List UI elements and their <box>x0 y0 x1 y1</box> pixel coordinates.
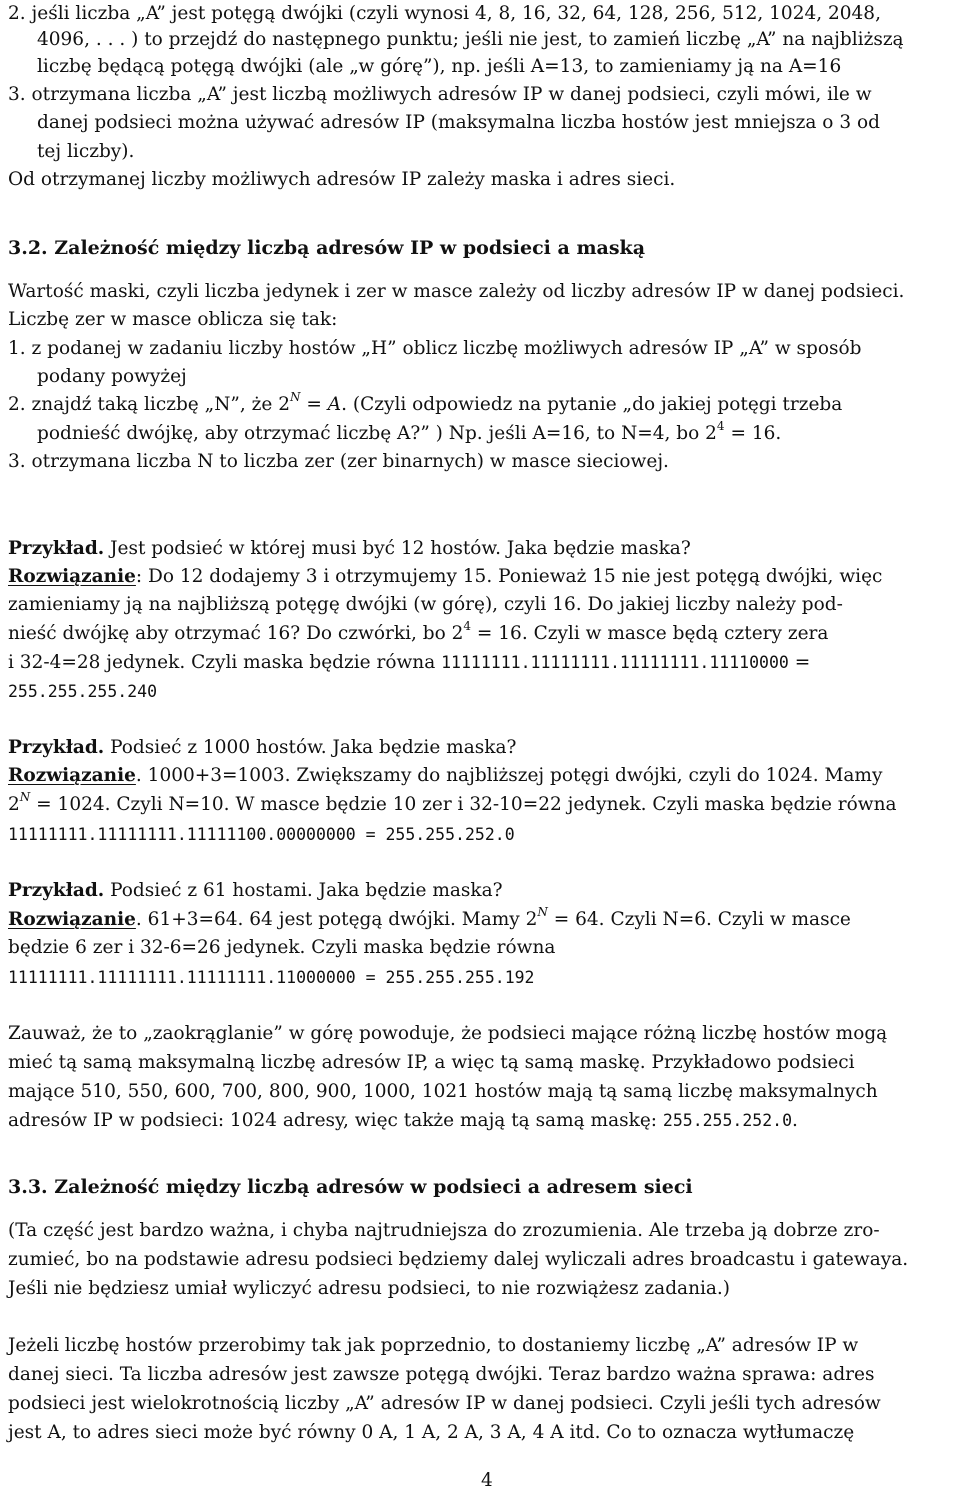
section33-p1-line2: zumieć, bo na podstawie adresu podsieci będziemy dalej wyliczali adres broadcastu i gatewaya. <box>8 1249 909 1270</box>
note-line2: mieć tą samą maksymalną liczbę adresów IP, a więc tą samą maskę. Przykładowo podsieci <box>8 1052 855 1073</box>
example3-solution-line1: Rozwiązanie. 61+3=64. 64 jest potęgą dwójki. Mamy $2^N = 64$. Czyli N=6. Czyli w masce <box>8 904 851 930</box>
solution-label: Rozwiązanie <box>8 909 136 930</box>
mask-binary: 11111111.11111111.11111111.11110000 <box>441 653 789 672</box>
step2-line2: podnieść dwójkę, aby otrzymać liczbę A?” ) Np. jeśli A=16, to N=4, bo $2^4 = 16$. <box>37 418 782 444</box>
note-line4: adresów IP w podsieci: 1024 adresy, więc także mają tą samą maskę: 255.255.252.0. <box>8 1110 798 1131</box>
example2-question-line: Przykład. Podsieć z 1000 hostów. Jaka będzie maska? <box>8 737 517 758</box>
intro-item3-line3: tej liczby). <box>37 141 135 162</box>
example-label: Przykład. <box>8 737 105 758</box>
example1-solution-line1: Rozwiązanie: Do 12 dodajemy 3 i otrzymujemy 15. Ponieważ 15 nie jest potęgą dwójki, więc <box>8 566 883 587</box>
intro-item3-line2: danej podsieci można używać adresów IP (maksymalna liczba hostów jest mniejsza o 3 od <box>37 112 880 133</box>
section33-p2-line2: danej sieci. Ta liczba adresów jest zawsze potęgą dwójki. Teraz bardzo ważna sprawa: adres <box>8 1364 875 1385</box>
example2-solution-line2: $2^N = 1024$. Czyli N=10. W masce będzie 10 zer i 32-10=22 jedynek. Czyli maska będzie równa <box>8 789 897 815</box>
step1-line2: podany powyżej <box>37 366 187 387</box>
solution-label: Rozwiązanie <box>8 566 136 587</box>
note-line1: Zauważ, że to „zaokrąglanie” w górę powoduje, że podsieci mające różną liczbę hostów mogą <box>8 1023 888 1044</box>
section32-p1-line1: Wartość maski, czyli liczba jedynek i zer w masce zależy od liczby adresów IP w danej podsieci. <box>8 281 905 302</box>
example1-solution-line3: nieść dwójkę aby otrzymać 16? Do czwórki, bo $2^4 = 16$. Czyli w masce będą cztery zera <box>8 618 829 644</box>
page-number: 4 <box>481 1470 493 1491</box>
example3-mask: 11111111.11111111.11111111.11000000 = 255.255.255.192 <box>8 968 535 987</box>
step1-line1: 1. z podanej w zadaniu liczby hostów „H” oblicz liczbę możliwych adresów IP „A” w sposób <box>8 338 862 359</box>
example-label: Przykład. <box>8 538 105 559</box>
example3-question-line: Przykład. Podsieć z 61 hostami. Jaka będzie maska? <box>8 880 503 901</box>
section33-p1-line3: Jeśli nie będziesz umiał wyliczyć adresu podsieci, to nie rozwiążesz zadania.) <box>8 1278 731 1299</box>
example2-mask: 11111111.11111111.11111100.00000000 = 255.255.252.0 <box>8 825 515 844</box>
section32-p1-line2: Liczbę zer w masce oblicza się tak: <box>8 309 338 330</box>
example2-solution-line1: Rozwiązanie. 1000+3=1003. Zwiększamy do najbliższej potęgi dwójki, czyli do 1024. Mamy <box>8 765 883 786</box>
intro-item2-line2: 4096, . . . ) to przejdź do następnego punktu; jeśli nie jest, to zamień liczbę „A” na najbliższą <box>37 29 904 50</box>
example1-mask-decimal: 255.255.255.240 <box>8 682 158 701</box>
mask-decimal: 255.255.252.0 <box>662 1111 793 1130</box>
section-heading-3-2: 3.2. Zależność między liczbą adresów IP w podsieci a maską <box>8 237 646 259</box>
example-label: Przykład. <box>8 880 105 901</box>
example1-question-line: Przykład. Jest podsieć w której musi być 12 hostów. Jaka będzie maska? <box>8 538 691 559</box>
section33-p2-line1: Jeżeli liczbę hostów przerobimy tak jak poprzednio, to dostaniemy liczbę „A” adresów IP w <box>8 1335 859 1356</box>
example1-solution-line2: zamieniamy ją na najbliższą potęgę dwójki (w górę), czyli 16. Do jakiej liczby należy pod- <box>8 594 843 615</box>
step2-line1: 2. znajdź taką liczbę „N”, że $2^N = A$. (Czyli odpowiedz na pytanie „do jakiej potęgi trzeba <box>8 389 843 415</box>
section33-p1-line1: (Ta część jest bardzo ważna, i chyba najtrudniejsza do zrozumienia. Ale trzeba ją dobrze zro- <box>8 1220 880 1241</box>
example1-solution-line4: i 32-4=28 jedynek. Czyli maska będzie równa 11111111.11111111.11111111.11110000 = <box>8 652 811 673</box>
solution-label: Rozwiązanie <box>8 765 136 786</box>
intro-item3-line1: 3. otrzymana liczba „A” jest liczbą możliwych adresów IP w danej podsieci, czyli mówi, ile w <box>8 84 872 105</box>
intro-item2-line3: liczbę będącą potęgą dwójki (ale „w górę”), np. jeśli A=13, to zamieniamy ją na A=16 <box>37 56 842 77</box>
intro-item2-line1: 2. jeśli liczba „A” jest potęgą dwójki (czyli wynosi 4, 8, 16, 32, 64, 128, 256, 512, 1024, 2048, <box>8 3 881 24</box>
section33-p2-line3: podsieci jest wielokrotnością liczby „A” adresów IP w danej podsieci. Czyli jeśli tych adresów <box>8 1393 881 1414</box>
section-heading-3-3: 3.3. Zależność między liczbą adresów w podsieci a adresem sieci <box>8 1176 693 1198</box>
intro-closing: Od otrzymanej liczby możliwych adresów IP zależy maska i adres sieci. <box>8 169 676 190</box>
section33-p2-line4: jest A, to adres sieci może być równy 0 A, 1 A, 2 A, 3 A, 4 A itd. Co to oznacza wytłumaczę <box>8 1422 855 1443</box>
step3: 3. otrzymana liczba N to liczba zer (zer binarnych) w masce sieciowej. <box>8 451 669 472</box>
note-line3: mające 510, 550, 600, 700, 800, 900, 1000, 1021 hostów mają tą samą liczbę maksymalnych <box>8 1081 878 1102</box>
example3-solution-line2: będzie 6 zer i 32-6=26 jedynek. Czyli maska będzie równa <box>8 937 556 958</box>
